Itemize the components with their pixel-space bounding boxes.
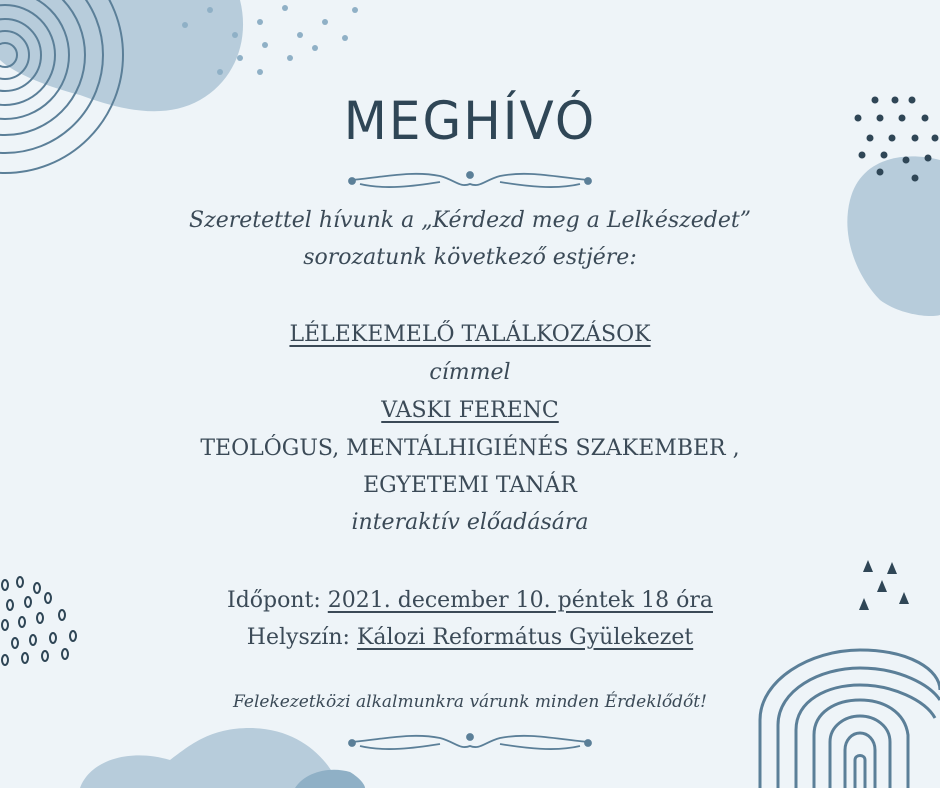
closing-text: Felekezetközi alkalmunkra várunk minden Érdeklődőt! [233, 692, 707, 712]
ornament-divider-bottom [349, 734, 591, 749]
lecture-note: interaktív előadására [351, 510, 589, 535]
bottom-left-blob [80, 728, 340, 788]
page-title: MEGHÍVÓ [343, 90, 597, 152]
time-line [0, 588, 940, 613]
time-value: 2021. december 10. péntek 18 óra [327, 588, 713, 613]
time-label: Időpont: [227, 588, 321, 613]
with-title-text: címmel [429, 360, 511, 385]
intro-line-1: Szeretettel hívunk a „Kérdezd meg a Lelkészedet” [189, 208, 751, 233]
place-label: Helyszín: [246, 625, 350, 650]
speaker-role-2: EGYETEMI TANÁR [363, 473, 577, 498]
place-value: Kálozi Református Gyülekezet [356, 625, 694, 650]
ornament-divider-top [349, 172, 591, 187]
arches-icon [760, 650, 940, 788]
speaker-role-1: TEOLÓGUS, MENTÁLHIGIÉNÉS SZAKEMBER , [200, 436, 740, 461]
place-line [0, 625, 940, 650]
right-blob [847, 156, 940, 316]
event-title: LÉLEKEMELŐ TALÁLKOZÁSOK [289, 322, 651, 347]
speaker-name: VASKI FERENC [381, 398, 559, 423]
intro-line-2: sorozatunk következő estjére: [303, 245, 637, 270]
